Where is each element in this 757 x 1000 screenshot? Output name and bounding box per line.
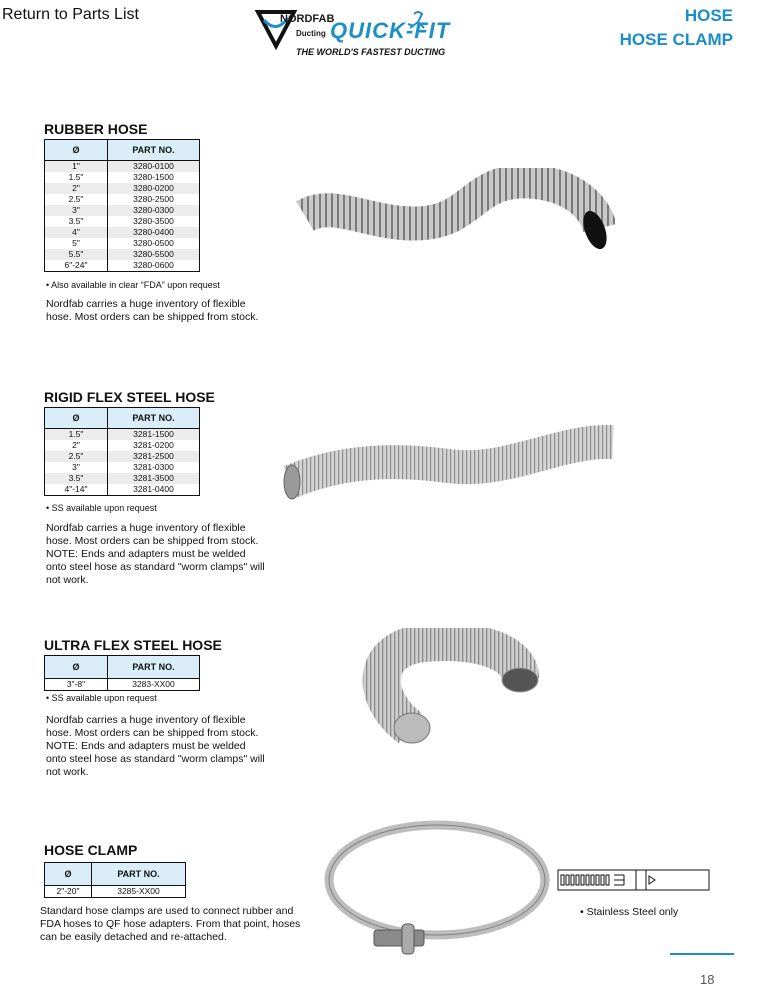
clamp-band-diagram bbox=[556, 868, 711, 892]
col-part-no: PART NO. bbox=[108, 408, 200, 429]
table-row: 3.5" 3280-3500 bbox=[45, 216, 200, 227]
col-diameter: Ø bbox=[45, 140, 108, 161]
product-line-logo: QUICK-FIT bbox=[330, 18, 451, 43]
col-part-no: PART NO. bbox=[92, 863, 186, 886]
rigid-hose-image bbox=[278, 420, 623, 505]
page-number: 18 bbox=[700, 972, 715, 987]
table-row: 2"-20" 3285-XX00 bbox=[45, 886, 186, 898]
table-row: 3.5" 3281-3500 bbox=[45, 473, 200, 484]
rigid-hose-note: • SS available upon request bbox=[46, 503, 157, 513]
footer-divider bbox=[670, 953, 734, 955]
table-row: 5" 3280-0500 bbox=[45, 238, 200, 249]
table-row: 1.5" 3280-1500 bbox=[45, 172, 200, 183]
table-row: 4" 3280-0400 bbox=[45, 227, 200, 238]
ultra-hose-description: Nordfab carries a huge inventory of flexible hose. Most orders can be shipped from stock. NOTE: Ends and adapters must be welded onto steel hose as standard "worm clamps" will not work. bbox=[46, 714, 265, 778]
rigid-hose-title: RIGID FLEX STEEL HOSE bbox=[44, 389, 215, 405]
table-row: 2.5" 3281-2500 bbox=[45, 451, 200, 462]
table-row: 1.5" 3281-1500 bbox=[45, 429, 200, 441]
rubber-hose-table bbox=[44, 139, 200, 272]
col-diameter: Ø bbox=[45, 408, 108, 429]
hose-clamp-description: Standard hose clamps are used to connect rubber and FDA hoses to QF hose adapters. From that point, hoses can be easily detached and re-attached. bbox=[40, 905, 301, 943]
table-row: 3" 3280-0300 bbox=[45, 205, 200, 216]
rubber-hose-note: • Also available in clear “FDA” upon request bbox=[46, 280, 220, 290]
stainless-steel-note: • Stainless Steel only bbox=[580, 906, 679, 918]
col-part-no: PART NO. bbox=[108, 140, 200, 161]
brand-sub: Ducting bbox=[296, 29, 326, 38]
hose-clamp-image bbox=[322, 818, 552, 968]
ultra-hose-note: • SS available upon request bbox=[46, 693, 157, 703]
table-row: 4"-14" 3281-0400 bbox=[45, 484, 200, 496]
ultra-hose-title: ULTRA FLEX STEEL HOSE bbox=[44, 637, 222, 653]
table-row: 6"-24" 3280-0600 bbox=[45, 260, 200, 272]
rubber-hose-title: RUBBER HOSE bbox=[44, 121, 148, 137]
page-title-hose: HOSE bbox=[684, 6, 733, 25]
brand-name: NORDFAB bbox=[280, 13, 335, 25]
page-title-hose-clamp: HOSE CLAMP bbox=[619, 30, 733, 49]
table-row: 1" 3280-0100 bbox=[45, 161, 200, 173]
ultra-hose-table bbox=[44, 655, 200, 691]
table-row: 2.5" 3280-2500 bbox=[45, 194, 200, 205]
col-part-no: PART NO. bbox=[108, 656, 200, 679]
table-row: 2" 3281-0200 bbox=[45, 440, 200, 451]
table-row: 3" 3281-0300 bbox=[45, 462, 200, 473]
rubber-hose-image bbox=[295, 168, 615, 258]
table-row: 3"-8" 3283-XX00 bbox=[45, 679, 200, 691]
hose-clamp-table bbox=[44, 862, 186, 898]
col-diameter: Ø bbox=[45, 863, 92, 886]
col-diameter: Ø bbox=[45, 656, 108, 679]
return-to-parts-list-link[interactable]: Return to Parts List bbox=[2, 6, 139, 23]
rigid-hose-description: Nordfab carries a huge inventory of flexible hose. Most orders can be shipped from stock. NOTE: Ends and adapters must be welded onto steel hose as standard "worm clamps" will not work. bbox=[46, 522, 265, 586]
table-row: 5.5" 3280-5500 bbox=[45, 249, 200, 260]
ultra-hose-image bbox=[350, 628, 545, 753]
tagline: THE WORLD'S FASTEST DUCTING bbox=[296, 47, 446, 57]
hose-clamp-title: HOSE CLAMP bbox=[44, 842, 138, 858]
table-row: 2" 3280-0200 bbox=[45, 183, 200, 194]
rigid-hose-table bbox=[44, 407, 200, 496]
rubber-hose-description: Nordfab carries a huge inventory of flexible hose. Most orders can be shipped from stock. bbox=[46, 298, 259, 323]
